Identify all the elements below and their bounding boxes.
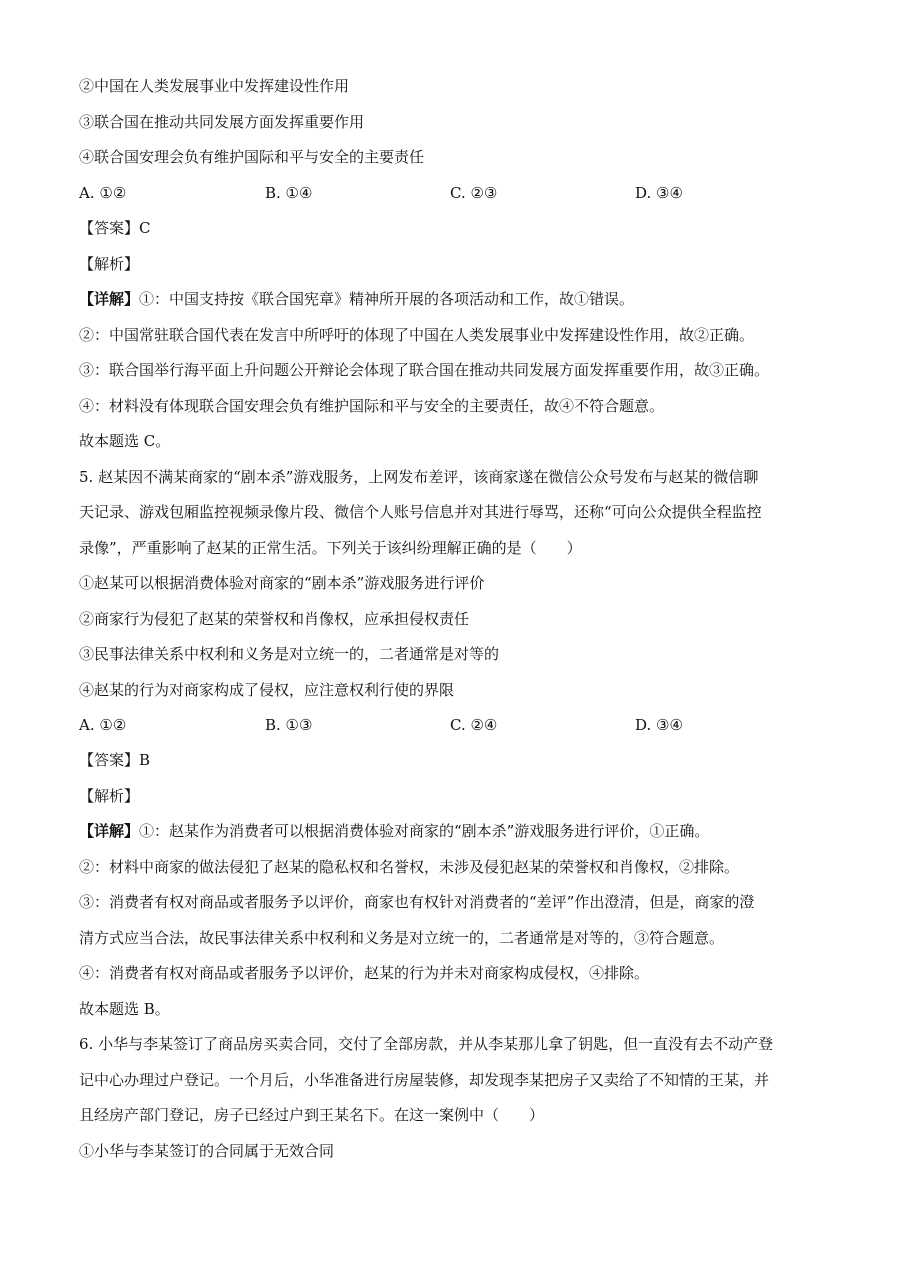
q6-stem-line-2: 记中心办理过户登记。一个月后，小华准备进行房屋装修，却发现李某把房子又卖给了不知情的王某，并 [79, 1071, 770, 1089]
q4-option-c: C. ②③ [450, 184, 498, 202]
q4-conclusion: 故本题选 C。 [79, 432, 171, 450]
q4-option-b: B. ①④ [265, 184, 313, 202]
q5-detail-2: ②：材料中商家的做法侵犯了赵某的隐私权和名誉权，未涉及侵犯赵某的荣誉权和肖像权，②排除。 [79, 858, 740, 876]
q5-detail-4: ④：消费者有权对商品或者服务予以评价，赵某的行为并未对商家构成侵权，④排除。 [79, 964, 650, 982]
q6-item-1: ①小华与李某签订的合同属于无效合同 [79, 1142, 335, 1160]
q5-stem-line-3: 录像”，严重影响了赵某的正常生活。下列关于该纠纷理解正确的是（ ） [79, 539, 582, 557]
q5-conclusion: 故本题选 B。 [79, 1000, 170, 1018]
q4-option-d: D. ③④ [635, 184, 683, 202]
q4-item-3: ③联合国在推动共同发展方面发挥重要作用 [79, 113, 365, 131]
q5-analysis-label: 【解析】 [79, 787, 140, 805]
q5-item-4: ④赵某的行为对商家构成了侵权，应注意权利行使的界限 [79, 681, 455, 699]
q5-detail-1 [79, 821, 709, 841]
q5-stem-line-1: 5. 赵某因不满某商家的“剧本杀”游戏服务，上网发布差评，该商家遂在微信公众号发布与赵某的微信聊 [79, 468, 759, 486]
q4-detail-1-text: ①：中国支持按《联合国宪章》精神所开展的各项活动和工作，故①错误。 [139, 290, 635, 308]
q5-detail-3b: 清方式应当合法，故民事法律关系中权利和义务是对立统一的，二者通常是对等的，③符合题意。 [79, 929, 725, 947]
q4-answer: 【答案】C [79, 219, 151, 237]
q5-item-2: ②商家行为侵犯了赵某的荣誉权和肖像权，应承担侵权责任 [79, 610, 470, 628]
q5-option-b: B. ①③ [265, 716, 313, 734]
q5-item-1: ①赵某可以根据消费体验对商家的“剧本杀”游戏服务进行评价 [79, 574, 485, 592]
q5-detail-3a: ③：消费者有权对商品或者服务予以评价，商家也有权针对消费者的“差评”作出澄清，但是，商家的澄 [79, 893, 755, 911]
q4-detail-2: ②：中国常驻联合国代表在发言中所呼吁的体现了中国在人类发展事业中发挥建设性作用，故②正确。 [79, 326, 755, 344]
q5-item-3: ③民事法律关系中权利和义务是对立统一的，二者通常是对等的 [79, 645, 500, 663]
q4-detail-label: 【详解】 [79, 290, 140, 308]
q5-stem-line-2: 天记录、游戏包厢监控视频录像片段、微信个人账号信息并对其进行辱骂，还称“可向公众提供全程监控 [79, 503, 762, 521]
q5-detail-label: 【详解】 [79, 822, 140, 840]
q5-detail-1-text: ①：赵某作为消费者可以根据消费体验对商家的“剧本杀”游戏服务进行评价，①正确。 [139, 822, 710, 840]
q4-item-2: ②中国在人类发展事业中发挥建设性作用 [79, 77, 350, 95]
q4-detail-1 [79, 289, 634, 309]
q4-option-a: A. ①② [79, 184, 127, 202]
q4-item-4: ④联合国安理会负有维护国际和平与安全的主要责任 [79, 148, 425, 166]
q4-detail-4: ④：材料没有体现联合国安理会负有维护国际和平与安全的主要责任，故④不符合题意。 [79, 397, 665, 415]
q5-option-d: D. ③④ [635, 716, 683, 734]
q4-analysis-label: 【解析】 [79, 255, 140, 273]
q5-option-a: A. ①② [79, 716, 127, 734]
q6-stem-line-3: 且经房产部门登记，房子已经过户到王某名下。在这一案例中（ ） [79, 1106, 545, 1124]
q5-answer: 【答案】B [79, 751, 151, 769]
q6-stem-line-1: 6. 小华与李某签订了商品房买卖合同，交付了全部房款，并从李某那儿拿了钥匙，但一直没有去不动产登 [79, 1035, 774, 1053]
q4-detail-3: ③：联合国举行海平面上升问题公开辩论会体现了联合国在推动共同发展方面发挥重要作用，故③正确。 [79, 361, 770, 379]
q5-option-c: C. ②④ [450, 716, 498, 734]
